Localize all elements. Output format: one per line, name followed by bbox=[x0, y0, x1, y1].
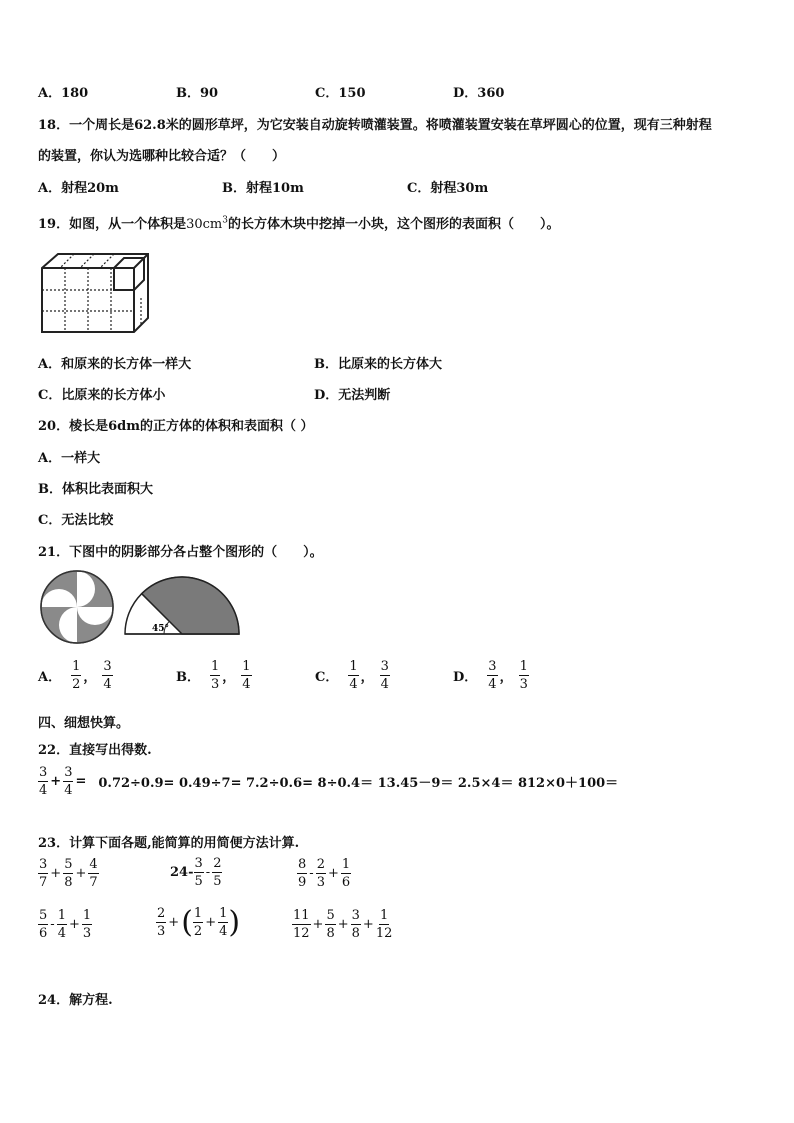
q19-option-d: D．无法判断 bbox=[314, 388, 391, 403]
q23-expr-2: 24- $\frac{3}{5}$ - $\frac{2}{5}$ bbox=[170, 856, 222, 889]
q23-expr-5: $\frac{2}{3}$ + ( $\frac{1}{2}$ + $\frac{1}{4}$ ) bbox=[157, 904, 241, 940]
q23-expr-6: $\frac{11}{12}$ + $\frac{5}{8}$ + $\frac{3}{8}$ + $\frac{1}{12}$ bbox=[293, 908, 393, 941]
angle-label: 45° bbox=[152, 624, 170, 634]
q17-option-d: D．360 bbox=[453, 86, 505, 101]
q20-option-a: A．一样大 bbox=[38, 451, 101, 466]
q18-option-c: C．射程30m bbox=[407, 181, 489, 196]
q19-question: 19．如图，从一个体积是$30cm^3$的长方体木块中挖掉一小块，这个图形的表面积（ ）。 bbox=[38, 215, 560, 232]
q19-option-c: C．比原来的长方体小 bbox=[38, 388, 166, 403]
cuboid-figure bbox=[38, 248, 154, 334]
circle-figure bbox=[38, 568, 116, 646]
q19-option-b: B．比原来的长方体大 bbox=[314, 357, 442, 372]
q22-title: 22．直接写出得数. bbox=[38, 743, 152, 758]
q18-line1: 18．一个周长是62.8米的圆形草坪，为它安装自动旋转喷灌装置。将喷灌装置安装在草坪圆心的位置，现有三种射程 bbox=[38, 118, 712, 133]
q18-line2: 的装置，你认为选哪种比较合适？（ ） bbox=[38, 149, 286, 164]
q24-title: 24．解方程. bbox=[38, 993, 113, 1008]
q17-option-b: B．90 bbox=[176, 86, 219, 101]
q21-option-b: B． $\frac{1}{3}$ ， $\frac{1}{4}$ bbox=[176, 659, 251, 692]
q23-expr-1: $\frac{3}{7}$ + $\frac{5}{8}$ + $\frac{4}{7}$ bbox=[39, 857, 98, 890]
q17-option-a: A．180 bbox=[38, 86, 89, 101]
q18-option-a: A．射程20m bbox=[38, 181, 119, 196]
q22-expressions: $\frac{3}{4}$ + $\frac{3}{4}$ = 0.72÷0.9= 0.49÷7= 7.2÷0.6= 8÷0.4＝ 13.45－9＝ 2.5×4＝ 812×0＋100＝ bbox=[39, 765, 619, 798]
q20-option-b: B．体积比表面积大 bbox=[38, 482, 153, 497]
q17-option-c: C．150 bbox=[315, 86, 366, 101]
q23-expr-3: $\frac{8}{9}$ - $\frac{2}{3}$ + $\frac{1}{6}$ bbox=[298, 857, 351, 890]
q23-title: 23．计算下面各题,能简算的用简便方法计算. bbox=[38, 836, 300, 851]
q23-expr-4: $\frac{5}{6}$ - $\frac{1}{4}$ + $\frac{1}{3}$ bbox=[39, 908, 92, 941]
semicircle-figure bbox=[122, 568, 242, 636]
q19-option-a: A．和原来的长方体一样大 bbox=[38, 357, 192, 372]
q21-option-d: D． $\frac{3}{4}$ ， $\frac{1}{3}$ bbox=[453, 659, 528, 692]
q20-option-c: C．无法比较 bbox=[38, 513, 114, 528]
q21-option-a: A． $\frac{1}{2}$ ， $\frac{3}{4}$ bbox=[38, 659, 112, 692]
q18-option-b: B．射程10m bbox=[222, 181, 304, 196]
section-4-heading: 四、细想快算。 bbox=[38, 716, 130, 731]
q20-question: 20．棱长是6dm的正方体的体积和表面积（ ） bbox=[38, 419, 314, 434]
q21-question: 21．下图中的阴影部分各占整个图形的（ ）。 bbox=[38, 545, 323, 560]
q19-volume: $30cm^3$ bbox=[186, 215, 228, 232]
q21-option-c: C． $\frac{1}{4}$ ， $\frac{3}{4}$ bbox=[315, 659, 389, 692]
